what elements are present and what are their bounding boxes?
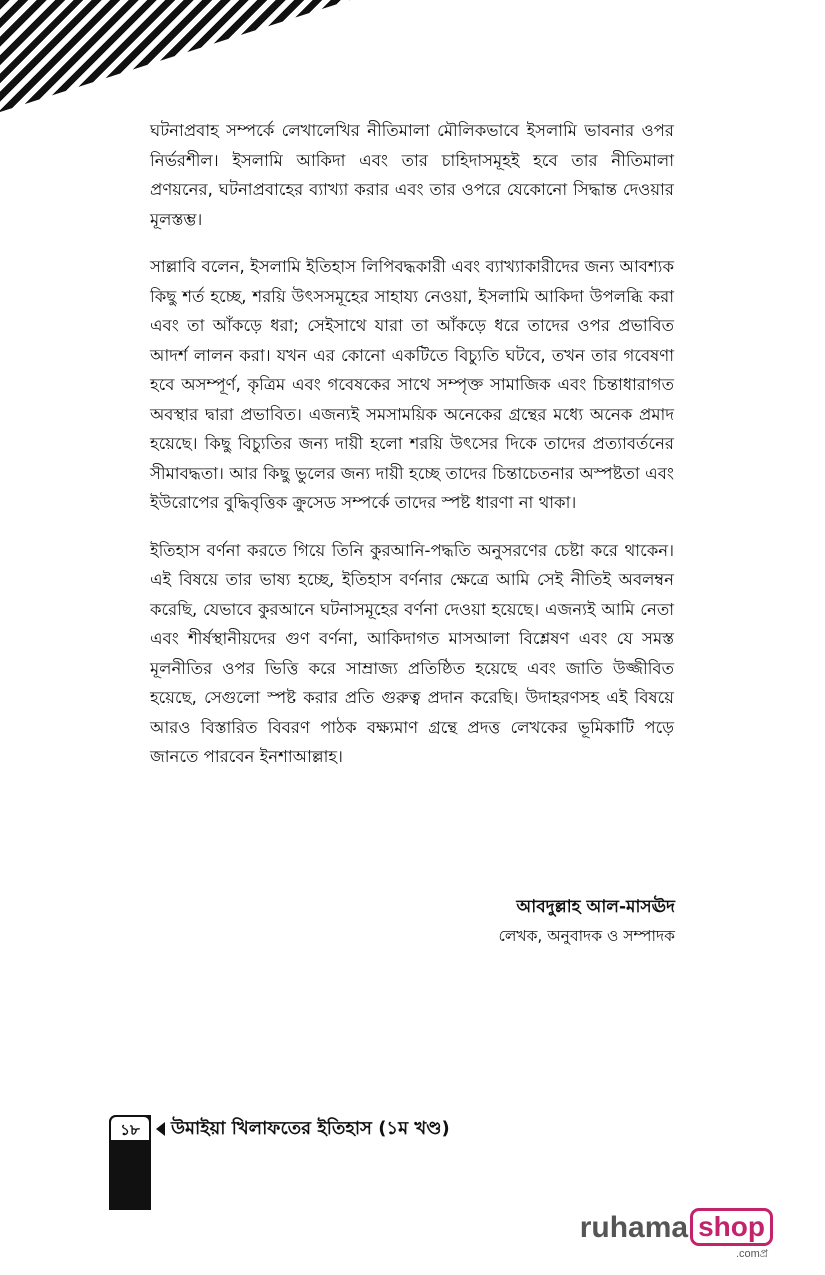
page-number: ১৮ (109, 1115, 151, 1142)
triangle-left-icon (156, 1122, 165, 1136)
paragraph-3: ইতিহাস বর্ণনা করতে গিয়ে তিনি কুরআনি-পদ্ধতি অনুসরণের চেষ্টা করে থাকেন। এই বিষয়ে তার ভাষ্য হচ্ছে, ইতিহাস বর্ণনার ক্ষেত্রে আমি সেই নীতিই অবলম্বন করেছি, যেভাবে কুরআনে ঘটনাসমূহের বর্ণনা দেওয়া হয়েছে। এজন্যই আমি নেতা এবং শীর্ষস্থানীয়দের গুণ বর্ণনা, আকিদাগত মাসআলা বিশ্লেষণ এবং যে সমস্ত মূলনীতির ওপর ভিত্তি করে সাম্রাজ্য প্রতিষ্ঠিত হয়েছে এবং জাতি উজ্জীবিত হয়েছে, সেগুলো স্পষ্ট করার প্রতি গুরুত্ব প্রদান করেছি। উদাহরণসহ এই বিষয়ে আরও বিস্তারিত বিবরণ পাঠক বক্ষ্যমাণ গ্রন্থে প্রদত্ত লেখকের ভূমিকাটি পড়ে জানতে পারবেন ইনশাআল্লাহ। (150, 540, 674, 766)
decorative-corner-stripes (0, 0, 350, 112)
watermark-boxed (690, 1208, 773, 1260)
paragraph-2: সাল্লাবি বলেন, ইসলামি ইতিহাস লিপিবদ্ধকারী এবং ব্যাখ্যাকারীদের জন্য আবশ্যক কিছু শর্ত হচ্ছে, শরয়ি উৎসসমূহের সাহায্য নেওয়া, ইসলামি আকিদা উপলব্ধি করা এবং তা আঁকড়ে ধরা; সেইসাথে যারা তা আঁকড়ে ধরে তাদের ওপর প্রভাবিত আদর্শ লালন করা। যখন এর কোনো একটিতে বিচ্যুতি ঘটবে, তখন তার গবেষণা হবে অসম্পূর্ণ, কৃত্রিম এবং গবেষকের সাথে সম্পৃক্ত সামাজিক এবং চিন্তাধারাগত অবস্থার দ্বারা প্রভাবিত। এজন্যই সমসাময়িক অনেকের গ্রন্থের মধ্যে অনেক প্রমাদ হয়েছে। কিছু বিচ্যুতির জন্য দায়ী হলো শরয়ি উৎসের দিকে তাদের প্রত্যাবর্তনের সীমাবদ্ধতা। আর কিছু ভুলের জন্য দায়ী হচ্ছে তাদের চিন্তাচেতনার অস্পষ্টতা এবং ইউরোপের বুদ্ধিবৃত্তিক ক্রুসেড সম্পর্কে তাদের স্পষ্ট ধারণা না থাকা। (150, 257, 674, 512)
page-number-tab (109, 1115, 151, 1210)
running-title-text: উমাইয়া খিলাফতের ইতিহাস (১ম খণ্ড) (171, 1118, 450, 1139)
watermark-main: ruhama (579, 1211, 689, 1244)
paragraph-1: ঘটনাপ্রবাহ সম্পর্কে লেখালেখির নীতিমালা মৌলিকভাবে ইসলামি ভাবনার ওপর নির্ভরশীল। ইসলামি আকিদা এবং তার চাহিদাসমূহই হবে তার নীতিমালা প্রণয়নের, ঘটনাপ্রবাহের ব্যাখ্যা করার এবং তার ওপরে যেকোনো সিদ্ধান্ত দেওয়ার মূলস্তম্ভ। (150, 121, 674, 229)
author-name: আবদুল্লাহ আল-মাসঊদ (516, 897, 675, 917)
author-signature (499, 893, 675, 951)
author-role: লেখক, অনুবাদক ও সম্পাদক (498, 927, 675, 945)
running-title (156, 1114, 450, 1144)
body-text (150, 116, 674, 790)
watermark-boxed-text: shop (698, 1211, 765, 1242)
watermark-logo (579, 1208, 773, 1260)
watermark-sub: .comপ্র (735, 1248, 768, 1260)
